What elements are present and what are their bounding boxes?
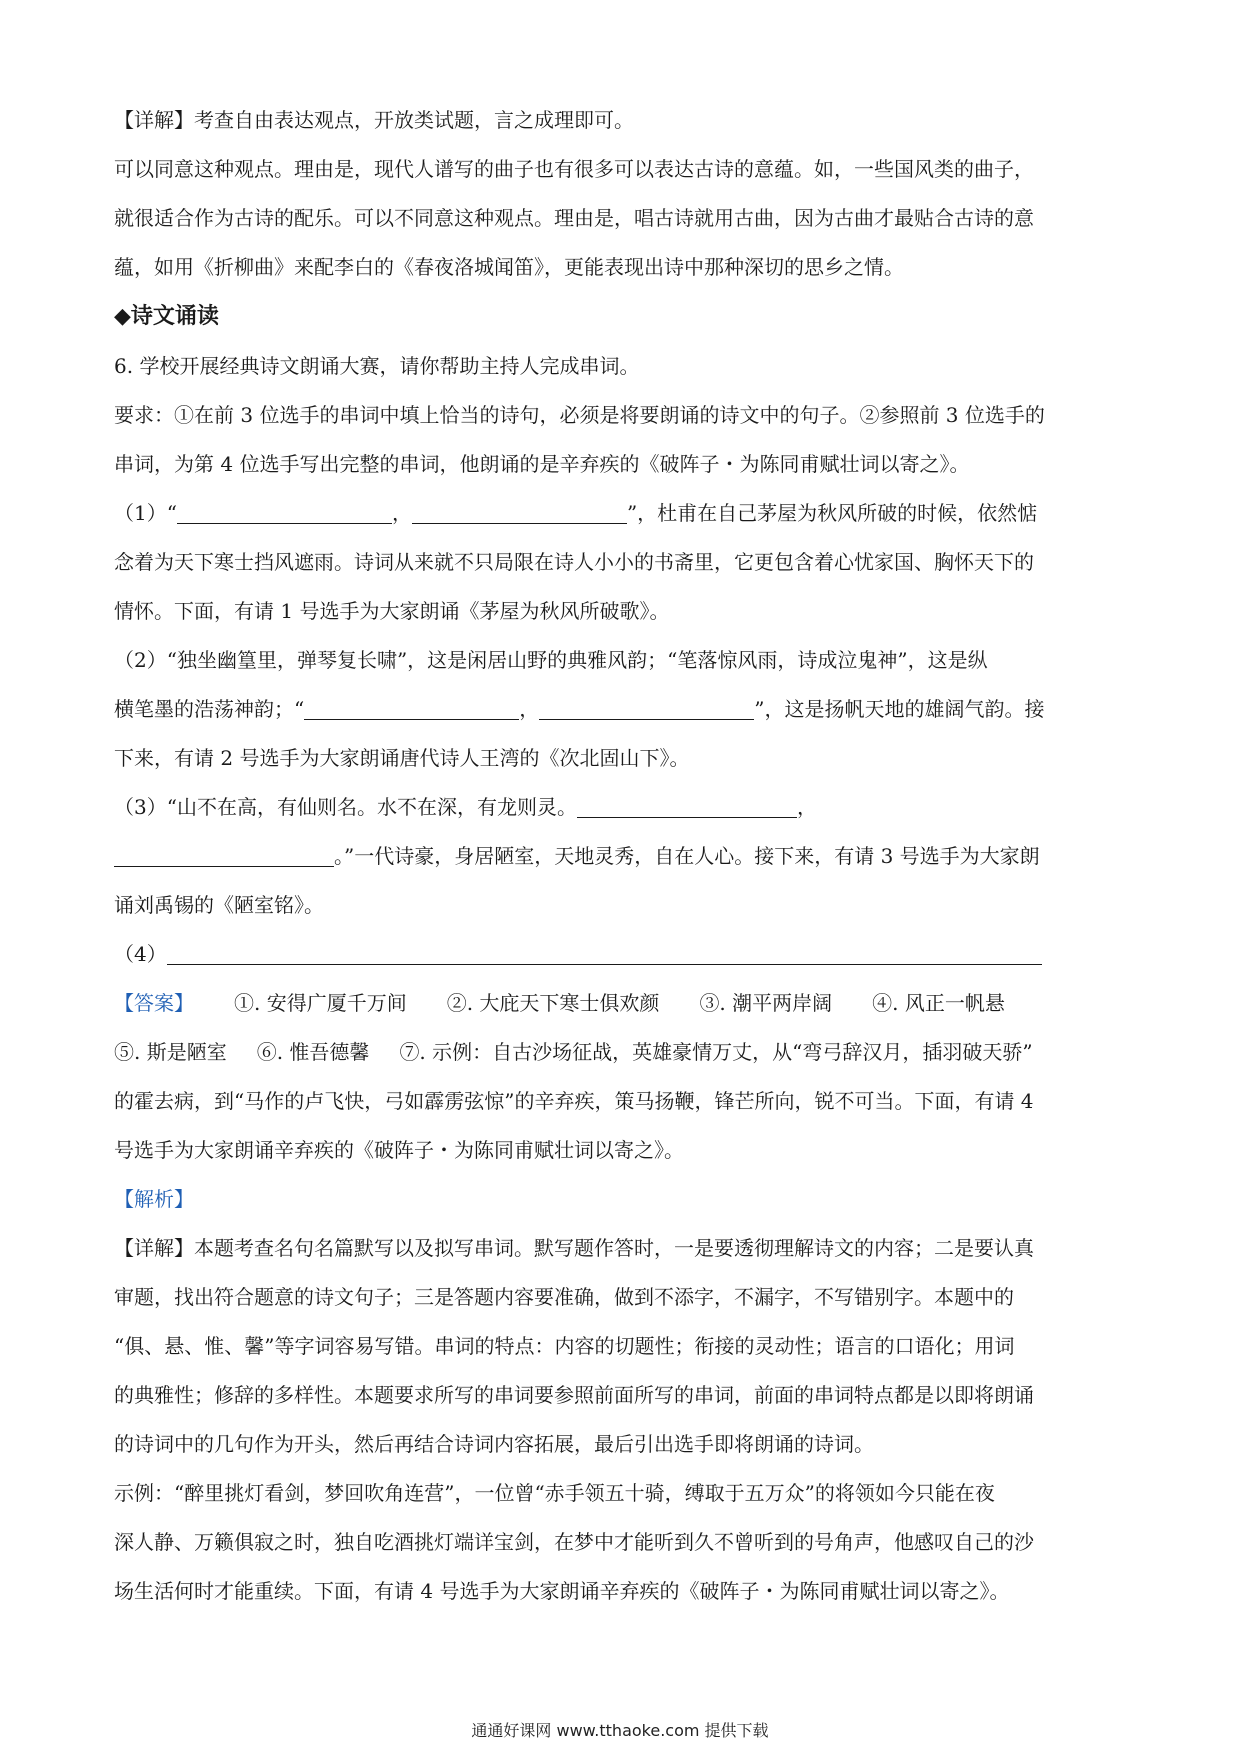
analysis-tag: 【解析】 [114, 1187, 194, 1211]
fill-blank[interactable] [114, 844, 334, 867]
analysis-line: 深人静、万籁俱寂之时，独自吃酒挑灯端详宝剑，在梦中才能听到久不曾听到的号角声，他感叹自己的沙 [114, 1530, 1034, 1554]
prev-body-line-1: 可以同意这种观点。理由是，现代人谱写的曲子也有很多可以表达古诗的意蕴。如，一些国风类的曲子， [114, 157, 1034, 181]
fill-blank[interactable] [539, 697, 754, 720]
page-footer: 通通好课网 www.tthaoke.com 提供下载 [471, 1721, 769, 1740]
requirement-line-2: 串词，为第 4 位选手写出完整的串词，他朗诵的是辛弃疾的《破阵子・为陈同甫赋壮词以寄之》。 [114, 452, 970, 476]
analysis-line: 审题，找出符合题意的诗文句子；三是答题内容要准确，做到不添字，不漏字，不写错别字。本题中的 [114, 1285, 1014, 1309]
analysis-line: 的诗词中的几句作为开头，然后再结合诗词内容拓展，最后引出选手即将朗诵的诗词。 [114, 1432, 874, 1456]
document-page [114, 96, 1130, 1616]
part3-line-2: 。”一代诗豪，身居陋室，天地灵秀，自在人心。接下来，有请 3 号选手为大家朗 [114, 832, 1130, 881]
question-stem: 6. 学校开展经典诗文朗诵大赛，请你帮助主持人完成串词。 [114, 354, 640, 378]
analysis-line: 的典雅性；修辞的多样性。本题要求所写的串词要参照前面所写的串词，前面的串词特点都是以即将朗诵 [114, 1383, 1034, 1407]
answer-line-2: ⑤. 斯是陋室 ⑥. 惟吾德馨 ⑦. 示例：自古沙场征战，英雄豪情万丈，从“弯弓辞汉月，插羽破天骄” [114, 1040, 1033, 1064]
answer-line-3: 的霍去病，到“马作的卢飞快，弓如霹雳弦惊”的辛弃疾，策马扬鞭，锋芒所向，锐不可当。下面，有请 4 [114, 1089, 1034, 1113]
part1-line-2: 念着为天下寒士挡风遮雨。诗词从来就不只局限在诗人小小的书斋里，它更包含着心忧家国、胸怀天下的 [114, 550, 1034, 574]
prev-body-line-3: 蕴，如用《折柳曲》来配李白的《春夜洛城闻笛》，更能表现出诗中那种深切的思乡之情。 [114, 255, 904, 279]
section-title: ◆诗文诵读 [114, 304, 219, 329]
part2-line-2: 横笔墨的浩荡神韵；“ ， ”，这是扬帆天地的雄阔气韵。接 [114, 697, 1045, 721]
part3-line-1: （3）“山不在高，有仙则名。水不在深，有龙则灵。 ， [114, 795, 817, 819]
answer-tag: 【答案】 [114, 991, 194, 1015]
analysis-line: “俱、悬、惟、馨”等字词容易写错。串词的特点：内容的切题性；衔接的灵动性；语言的口语化；用词 [114, 1334, 1015, 1358]
part4-line: （4） [114, 930, 1130, 979]
part1-line-3: 情怀。下面，有请 1 号选手为大家朗诵《茅屋为秋风所破歌》。 [114, 599, 670, 623]
analysis-line: 示例：“醉里挑灯看剑，梦回吹角连营”，一位曾“赤手领五十骑，缚取于五万众”的将领如今只能在夜 [114, 1481, 995, 1505]
answer-line-1: 【答案】 ①. 安得广厦千万间 ②. 大庇天下寒士俱欢颜 ③. 潮平两岸阔 ④. 风正一帆悬 [114, 991, 1005, 1015]
fill-blank[interactable] [412, 501, 627, 524]
prev-detail-line: 【详解】考查自由表达观点，开放类试题，言之成理即可。 [114, 108, 634, 132]
fill-blank[interactable] [577, 795, 797, 818]
analysis-line: 场生活何时才能重续。下面，有请 4 号选手为大家朗诵辛弃疾的《破阵子・为陈同甫赋壮词以寄之》。 [114, 1579, 1010, 1603]
requirement-line-1: 要求：①在前 3 位选手的串词中填上恰当的诗句，必须是将要朗诵的诗文中的句子。②参照前 3 位选手的 [114, 403, 1045, 427]
part2-line-1: （2）“独坐幽篁里，弹琴复长啸”，这是闲居山野的典雅风韵；“笔落惊风雨，诗成泣鬼神”，这是纵 [114, 648, 988, 672]
prev-body-line-2: 就很适合作为古诗的配乐。可以不同意这种观点。理由是，唱古诗就用古曲，因为古曲才最贴合古诗的意 [114, 206, 1034, 230]
answer-line-4: 号选手为大家朗诵辛弃疾的《破阵子・为陈同甫赋壮词以寄之》。 [114, 1138, 684, 1162]
analysis-line: 【详解】本题考查名句名篇默写以及拟写串词。默写题作答时，一是要透彻理解诗文的内容；二是要认真 [114, 1236, 1034, 1260]
part2-line-3: 下来，有请 2 号选手为大家朗诵唐代诗人王湾的《次北固山下》。 [114, 746, 690, 770]
fill-blank-long[interactable] [167, 942, 1042, 965]
part1-line-1: （1）“ ， ”，杜甫在自己茅屋为秋风所破的时候，依然惦 [114, 501, 1038, 525]
fill-blank[interactable] [304, 697, 519, 720]
fill-blank[interactable] [177, 501, 392, 524]
part3-line-3: 诵刘禹锡的《陋室铭》。 [114, 893, 324, 917]
